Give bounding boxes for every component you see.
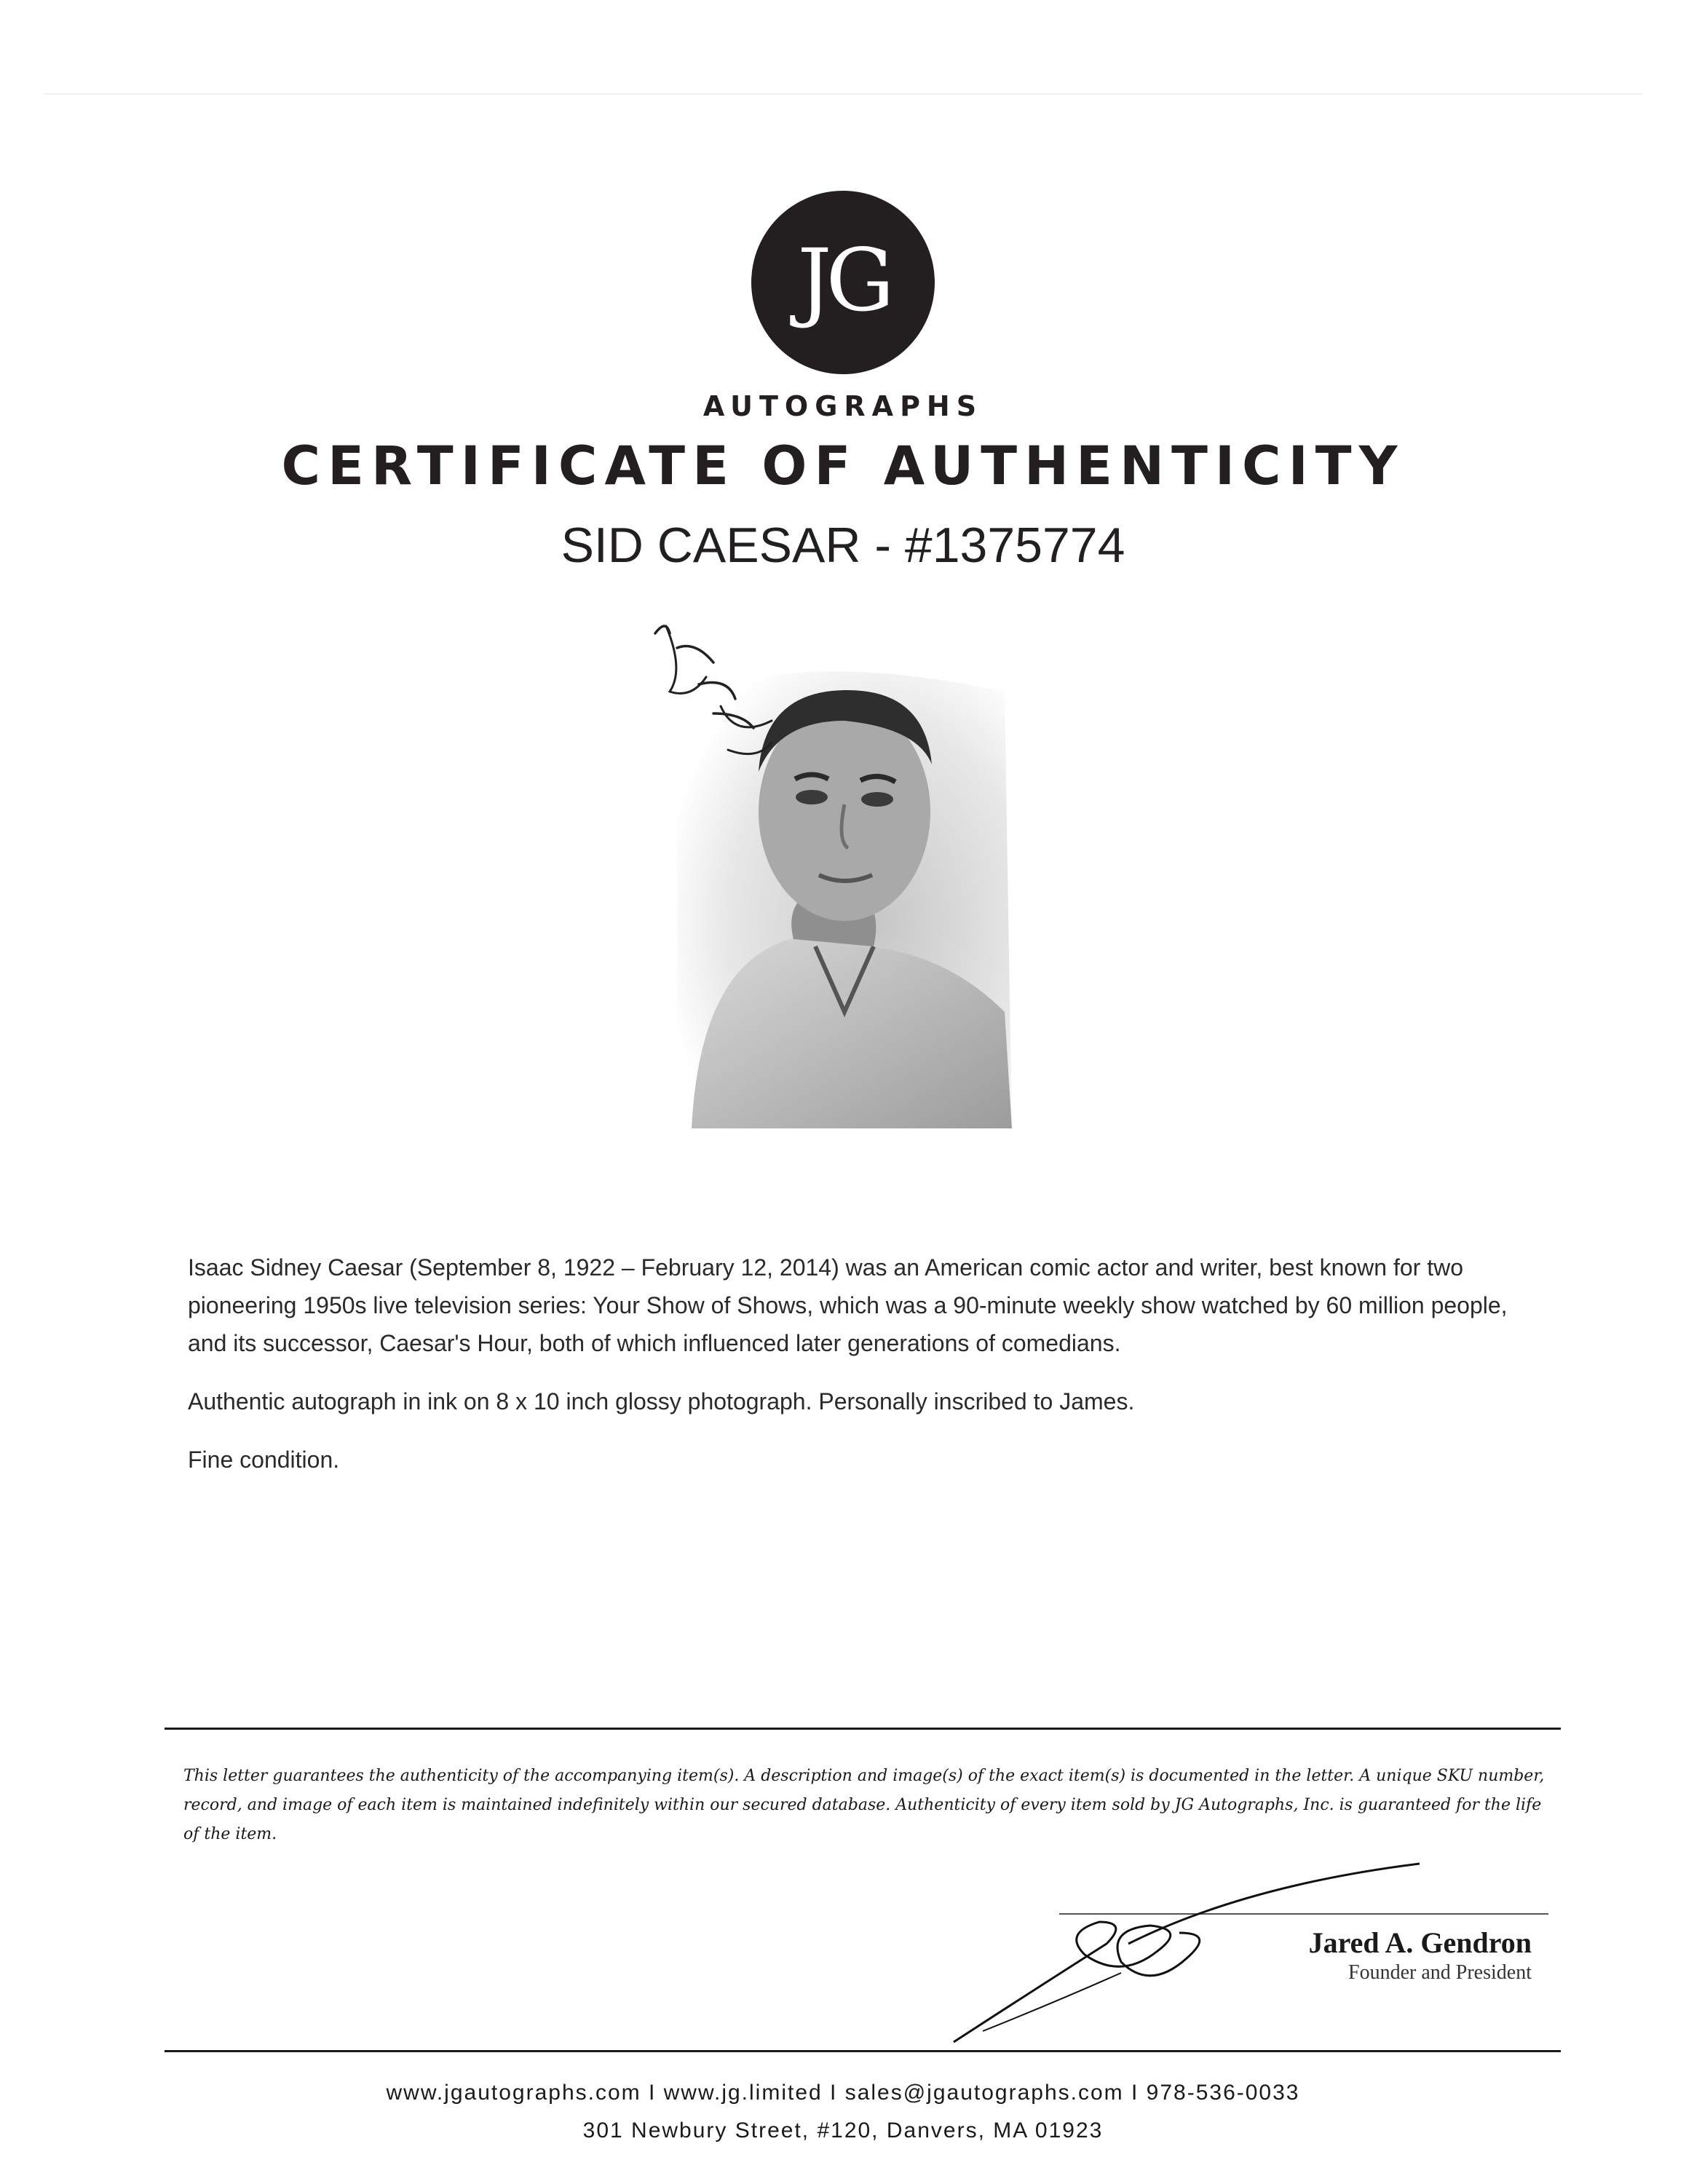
item-description [188,1249,1513,1499]
certificate-subtitle: SID CAESAR - #1375774 [561,518,1125,573]
description-paragraph-bio: Isaac Sidney Caesar (September 8, 1922 – February 12, 2014) was an American comic actor and writer, best known for two pioneering 1950s live television series: Your Show of Shows, which was a 90-minute weekly show watched by 60 million people, and its successor, Caesar's Hour, both of which influenced later generations of comedians. [188,1254,1508,1356]
logo-monogram: JG [797,230,889,331]
autographed-photo [626,604,1012,1128]
jg-autographs-logo [0,191,1686,422]
guarantee-statement: This letter guarantees the authenticity of the accompanying item(s). A description and image(s) of the exact item(s) is documented in the letter. A unique SKU number, record, and image of each item is maintained indefinitely within our secured database. Authenticity of every item sold by JG Autographs, Inc. is guaranteed for the life of the item. [183,1767,1545,1843]
divider-top [165,1728,1561,1730]
certificate-title: CERTIFICATE OF AUTHENTICITY [281,435,1405,497]
logo-circle [751,191,935,374]
divider-bottom [165,2050,1561,2052]
description-paragraph-autograph: Authentic autograph in ink on 8 x 10 inch glossy photograph. Personally inscribed to James. [188,1388,1135,1415]
description-paragraph-condition: Fine condition. [188,1447,340,1473]
scan-edge-line [44,93,1642,95]
footer-address: 301 Newbury Street, #120, Danvers, MA 01923 [582,2118,1104,2143]
footer-contact: www.jgautographs.com I www.jg.limited I sales@jgautographs.com I 978-536-0033 [386,2081,1300,2105]
signer-title: Founder and President [1348,1961,1532,1984]
signer-name: Jared A. Gendron [1308,1926,1532,1959]
logo-wordmark: AUTOGRAPHS [702,390,984,422]
